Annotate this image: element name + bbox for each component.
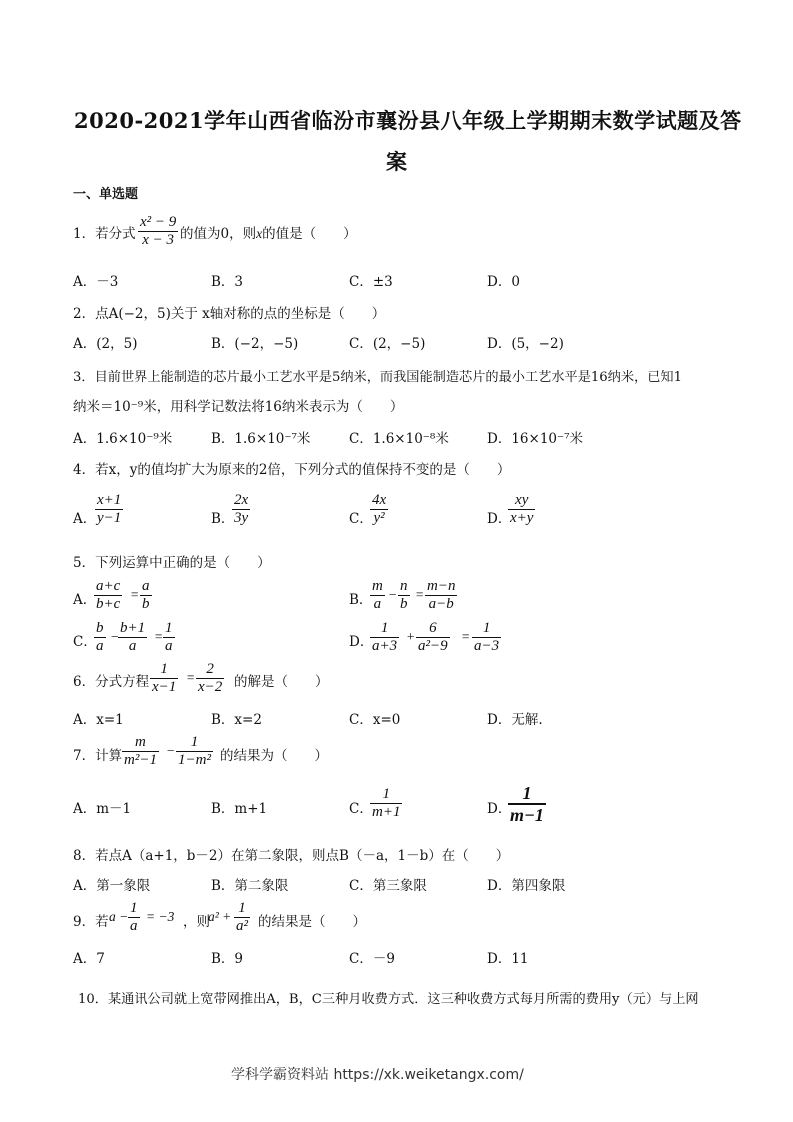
q4-option-a-label[interactable]: A． [73, 511, 97, 527]
q3-option-d[interactable]: D．16×10⁻⁷米 [487, 431, 584, 447]
q1-var: x [256, 226, 263, 241]
question-1-rest [180, 222, 357, 242]
q9-option-a[interactable]: A．7 [73, 951, 105, 967]
q7-frac-2: $\frac{1}{\text{1−m²}}$ [178, 734, 211, 768]
q5-b-op-2: = [415, 587, 425, 602]
q6-option-b[interactable]: B．x=2 [211, 712, 262, 728]
q5-option-a-label[interactable]: A． [73, 592, 97, 608]
q5-d-op-2: = [461, 629, 471, 644]
q5-a-frac-2: $\frac{a}{b}$ [142, 578, 150, 612]
question-2: 2．点A(−2，5)关于 x轴对称的点的坐标是（ ） [73, 306, 386, 322]
question-9-prefix: 9．若 [73, 914, 109, 930]
q3-option-c[interactable]: C．1.6×10⁻⁸米 [349, 431, 449, 447]
q9-option-c[interactable]: C．－9 [349, 951, 395, 967]
q4-option-d-label[interactable]: D． [487, 511, 512, 527]
q7-option-a[interactable]: A．m－1 [73, 801, 132, 817]
q1-fraction [138, 214, 178, 249]
q1-end: 的值是（ ） [262, 226, 357, 242]
q3-option-b[interactable]: B．1.6×10⁻⁷米 [211, 431, 311, 447]
q4-option-c-label[interactable]: C． [349, 511, 373, 527]
q5-d-frac-1: $\frac{1}{a+3}$ [372, 620, 398, 654]
section-heading: 一、单选题 [73, 187, 139, 202]
q1-option-b[interactable]: B．3 [211, 274, 244, 290]
q7-option-c-label[interactable]: C． [349, 801, 373, 817]
question-7-prefix: 7．计算 [73, 748, 123, 764]
q5-b-frac-1: $\frac{m}{a}$ [372, 578, 383, 612]
question-9-suffix: 的结果是（ ） [258, 914, 366, 930]
q2-option-c[interactable]: C．(2，−5) [349, 336, 426, 352]
q2-option-a[interactable]: A．(2，5) [73, 336, 138, 352]
q6-frac-1: $\frac{1}{x-1}$ [152, 661, 177, 695]
q1-option-a[interactable]: A．－3 [73, 274, 119, 290]
q1-frac-numerator: x² − 9 [140, 214, 177, 230]
question-9-mid: ，则 [183, 914, 210, 930]
question-6-prefix: 6．分式方程 [73, 674, 150, 690]
q7-option-c-fraction: $\frac{1}{m+1}$ [372, 786, 401, 820]
q8-option-c[interactable]: C．第三象限 [349, 878, 427, 894]
page-title-continued: 案 [386, 149, 408, 174]
q9-expr-1-frac: $\frac{1}{a}$ [130, 900, 138, 934]
q6-option-d[interactable]: D．无解. [487, 712, 543, 728]
q5-option-b-label[interactable]: B． [349, 592, 373, 608]
q7-op: − [166, 743, 176, 758]
q4-option-b-fraction: $\frac{2x}{3y}$ [234, 492, 249, 526]
q5-option-d-label[interactable]: D． [349, 634, 374, 650]
q7-option-b[interactable]: B．m+1 [211, 801, 268, 817]
q9-expr-2-frac: $\frac{1}{\text{a²}}$ [236, 900, 248, 934]
question-4: 4．若x，y的值均扩大为原来的2倍，下列分式的值保持不变的是（ ） [73, 462, 511, 478]
q6-option-c[interactable]: C．x=0 [349, 712, 401, 728]
q5-d-frac-3: $\frac{1}{a-3}$ [474, 620, 500, 654]
q9-expr-1-a: a − [109, 909, 129, 924]
q5-c-frac-3: $\frac{1}{a}$ [165, 620, 173, 654]
q5-d-op-1: + [406, 629, 416, 644]
q2-option-b[interactable]: B．(−2，−5) [211, 336, 299, 352]
q5-d-frac-2: $\frac{6}{\text{a²−9}}$ [418, 620, 448, 654]
question-8: 8．若点A（a+1，b－2）在第二象限，则点B（－a，1－b）在（ ） [73, 848, 510, 864]
question-3-line-2: 纳米＝10⁻⁹米，用科学记数法将16纳米表示为（ ） [73, 399, 404, 415]
q5-c-op-2: = [154, 629, 164, 644]
q5-a-op: = [130, 587, 140, 602]
footer-watermark: 学科学霸资料站 https://xk.weiketangx.com/ [231, 1067, 524, 1083]
q8-option-b[interactable]: B．第二象限 [211, 878, 289, 894]
question-5: 5．下列运算中正确的是（ ） [73, 555, 271, 571]
q5-b-op-1: − [388, 587, 398, 602]
q4-option-b-label[interactable]: B． [211, 511, 235, 527]
q9-option-d[interactable]: D．11 [487, 951, 529, 967]
q1-frac-denominator: x − 3 [138, 231, 178, 249]
q2-option-d[interactable]: D．(5，−2) [487, 336, 564, 352]
q1-prefix: 1．若分式 [73, 226, 136, 242]
q7-option-d-fraction: $\frac{1}{m-1}$ [510, 783, 544, 825]
q8-option-d[interactable]: D．第四象限 [487, 878, 566, 894]
q5-option-c-label[interactable]: C． [73, 634, 97, 650]
q9-expr-2-a: a² + [208, 909, 232, 924]
page-title: 2020-2021学年山西省临汾市襄汾县八年级上学期期末数学试题及答 [74, 108, 742, 133]
question-3-line-1: 3．目前世界上能制造的芯片最小工艺水平是5纳米，而我国能制造芯片的最小工艺水平是16纳米，已知1 [73, 370, 683, 385]
question-10: 10．某通讯公司就上宽带网推出A，B，C三种月收费方式．这三种收费方式每月所需的费用y（元）与上网 [78, 992, 699, 1007]
q7-frac-1: $\frac{m}{\text{m²−1}}$ [124, 734, 157, 768]
q5-c-op-1: − [110, 629, 120, 644]
question-6-suffix: 的解是（ ） [234, 674, 329, 690]
q5-b-frac-2: $\frac{n}{b}$ [400, 578, 408, 612]
question-1 [73, 222, 136, 242]
q4-option-a-fraction: $\frac{x+1}{y-1}$ [97, 492, 122, 526]
q5-a-frac-1: $\frac{a+c}{b+c}$ [96, 578, 121, 612]
q6-frac-2: $\frac{2}{x-2}$ [198, 661, 223, 695]
q9-option-b[interactable]: B．9 [211, 951, 244, 967]
q6-option-a[interactable]: A．x=1 [73, 712, 124, 728]
q1-option-d[interactable]: D．0 [487, 274, 520, 290]
q6-eq: = [186, 670, 196, 685]
q7-option-d-label[interactable]: D． [487, 801, 512, 817]
question-7-suffix: 的结果为（ ） [220, 748, 328, 764]
q1-option-c[interactable]: C．±3 [349, 274, 393, 290]
q9-expr-1-b: = −3 [146, 909, 175, 924]
q1-suffix: 的值为0，则 [180, 226, 257, 242]
q5-c-frac-1: $\frac{b}{a}$ [96, 620, 104, 654]
q4-option-d-fraction: $\frac{xy}{x+y}$ [510, 492, 534, 526]
q4-option-c-fraction: $\frac{4x}{\text{y²}}$ [372, 492, 387, 526]
q5-c-frac-2: $\frac{b+1}{a}$ [120, 620, 146, 654]
q3-option-a[interactable]: A．1.6×10⁻⁹米 [73, 431, 173, 447]
q8-option-a[interactable]: A．第一象限 [73, 878, 151, 894]
q5-b-frac-3: $\frac{m-n}{a-b}$ [427, 578, 456, 612]
